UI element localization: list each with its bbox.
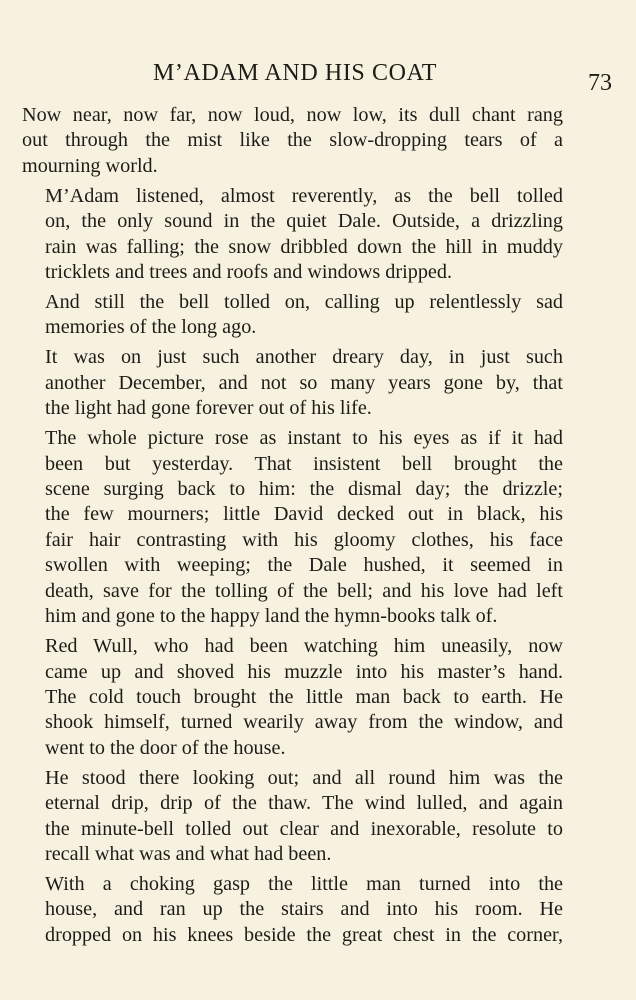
paragraph-4 bbox=[22, 345, 563, 421]
text-line: tricklets and trees and roofs and windows dripped. bbox=[45, 261, 453, 284]
paragraph-7 bbox=[22, 766, 563, 868]
paragraph-1 bbox=[22, 103, 563, 179]
text-line: shook himself, turned wearily away from the window, and bbox=[45, 711, 563, 734]
paragraph-2 bbox=[22, 184, 563, 286]
text-line: With a choking gasp the little man turned into the bbox=[45, 872, 563, 895]
text-line: house, and ran up the stairs and into his room. He bbox=[45, 898, 563, 921]
text-line: M’Adam listened, almost reverently, as the bell tolled bbox=[45, 184, 563, 207]
text-line: dropped on his knees beside the great chest in the corner, bbox=[45, 923, 563, 946]
paragraph-5 bbox=[22, 426, 563, 629]
text-line: been but yesterday. That insistent bell brought the bbox=[45, 452, 563, 475]
text-line: And still the bell tolled on, calling up relentlessly sad bbox=[45, 291, 563, 314]
paragraph-8 bbox=[22, 872, 563, 948]
page-header bbox=[24, 58, 566, 92]
text-line: him and gone to the happy land the hymn-books talk of. bbox=[45, 605, 498, 628]
text-line: It was on just such another dreary day, in just such bbox=[45, 346, 563, 369]
page-number: 73 bbox=[588, 70, 612, 96]
text-line: memories of the long ago. bbox=[45, 316, 257, 339]
text-line: The cold touch brought the little man back to earth. He bbox=[45, 685, 563, 708]
text-line: recall what was and what had been. bbox=[45, 842, 332, 865]
text-line: the few mourners; little David decked out in black, his bbox=[45, 503, 563, 526]
body-text bbox=[22, 103, 563, 953]
text-line: He stood there looking out; and all round him was the bbox=[45, 766, 563, 789]
text-line: went to the door of the house. bbox=[45, 736, 286, 759]
text-line: eternal drip, drip of the thaw. The wind lulled, and again bbox=[45, 792, 563, 815]
text-line: another December, and not so many years gone by, that bbox=[45, 371, 563, 394]
text-line: swollen with weeping; the Dale hushed, it seemed in bbox=[45, 554, 563, 577]
text-line: on, the only sound in the quiet Dale. Outside, a drizzling bbox=[45, 210, 563, 233]
text-line: The whole picture rose as instant to his eyes as if it had bbox=[45, 427, 563, 450]
paragraph-6 bbox=[22, 634, 563, 761]
text-line: Red Wull, who had been watching him uneasily, now bbox=[45, 635, 563, 658]
paragraph-3 bbox=[22, 290, 563, 341]
text-line: the light had gone forever out of his life. bbox=[45, 397, 372, 420]
text-line: came up and shoved his muzzle into his master’s hand. bbox=[45, 660, 563, 683]
text-line: out through the mist like the slow-dropping tears of a bbox=[22, 129, 563, 152]
running-head: M’ADAM AND HIS COAT bbox=[152, 60, 438, 86]
text-line: the minute-bell tolled out clear and inexorable, resolute to bbox=[45, 817, 563, 840]
text-line: rain was falling; the snow dribbled down the hill in muddy bbox=[45, 235, 563, 258]
text-line: fair hair contrasting with his gloomy clothes, his face bbox=[45, 528, 563, 551]
text-line: Now near, now far, now loud, now low, its dull chant rang bbox=[22, 104, 563, 126]
text-line: scene surging back to him: the dismal day; the drizzle; bbox=[45, 478, 563, 501]
text-line: death, save for the tolling of the bell; and his love had left bbox=[45, 579, 563, 602]
text-line: mourning world. bbox=[22, 154, 158, 177]
